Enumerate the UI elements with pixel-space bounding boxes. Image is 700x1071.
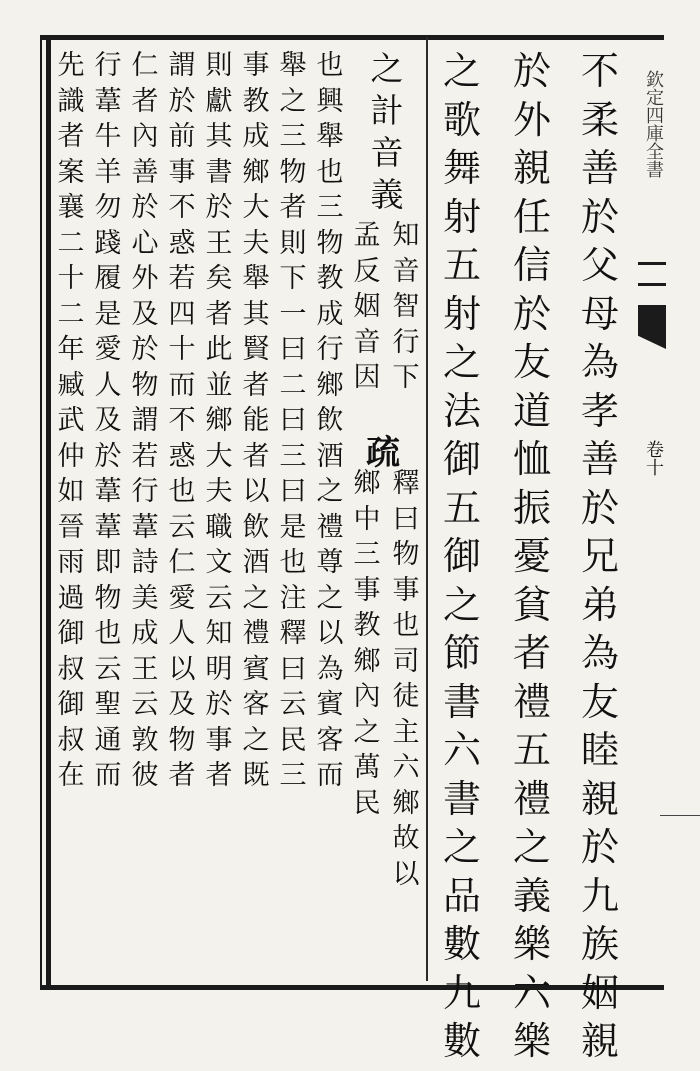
- text-column-3: [436, 49, 488, 1071]
- glyph: 王: [131, 653, 159, 685]
- glyph: 若: [168, 263, 196, 294]
- glyph: 臧: [57, 369, 85, 401]
- margin-band-title: [641, 70, 665, 178]
- glyph: 節: [442, 631, 481, 675]
- glyph: 襄: [57, 192, 85, 223]
- glyph: 飲: [242, 511, 270, 543]
- glyph: 者: [131, 85, 159, 117]
- glyph: 葦: [131, 511, 159, 543]
- glyph: 者: [242, 369, 270, 401]
- glyph: 三: [316, 192, 344, 223]
- glyph: 葦: [94, 511, 122, 543]
- glyph: 鄉: [242, 156, 270, 188]
- glyph: 五: [512, 728, 551, 772]
- glyph: 仁: [131, 50, 159, 81]
- glyph: 振: [512, 485, 551, 530]
- glyph: 於: [205, 689, 233, 720]
- glyph: 御: [442, 534, 481, 578]
- glyph: 酒: [316, 440, 344, 472]
- glyph: 物: [94, 582, 122, 614]
- glyph: 九: [442, 970, 481, 1015]
- glyph: 善: [580, 437, 619, 481]
- margin-band-text: 欽定四庫全書: [643, 70, 664, 178]
- glyph: 鄉: [205, 405, 233, 436]
- glyph: 善: [580, 146, 619, 190]
- glyph: 以: [168, 653, 196, 685]
- glyph: 射: [442, 194, 481, 239]
- glyph: 而: [94, 760, 122, 791]
- glyph: 六: [512, 970, 551, 1015]
- glyph: 夫: [205, 476, 233, 507]
- glyph: 之: [512, 825, 551, 869]
- glyph: 夫: [242, 227, 270, 259]
- glyph: 也: [316, 156, 344, 188]
- glyph: 民: [279, 724, 307, 756]
- glyph: 客: [242, 689, 270, 720]
- glyph: 如: [57, 476, 85, 507]
- glyph: 母: [580, 291, 619, 336]
- glyph: 不: [168, 192, 196, 223]
- glyph: 既: [242, 760, 270, 791]
- glyph: 友: [580, 679, 619, 724]
- glyph: 識: [57, 85, 85, 117]
- glyph: 也: [392, 610, 420, 641]
- glyph: 即: [94, 547, 122, 578]
- column-divider: [426, 37, 428, 981]
- glyph: 信: [512, 243, 551, 287]
- glyph: 矣: [205, 263, 233, 294]
- glyph: 義: [512, 873, 551, 918]
- glyph: 事: [392, 574, 420, 606]
- glyph: 獻: [205, 85, 233, 117]
- glyph: 者: [279, 192, 307, 223]
- text-column-2: [506, 49, 558, 1071]
- glyph: 也: [279, 547, 307, 578]
- text-column-11: [125, 52, 165, 798]
- glyph: 者: [242, 440, 270, 472]
- glyph: 行: [392, 326, 420, 358]
- glyph: 數: [442, 1019, 481, 1063]
- glyph: 則: [279, 227, 307, 259]
- glyph: 任: [512, 194, 551, 239]
- glyph: 並: [205, 369, 233, 401]
- glyph: 音: [392, 255, 420, 287]
- glyph: 賓: [316, 689, 344, 720]
- glyph: 曰: [279, 476, 307, 507]
- glyph: 三: [279, 121, 307, 152]
- glyph: 仁: [168, 547, 196, 578]
- glyph: 教: [353, 610, 381, 641]
- glyph: 曰: [279, 653, 307, 685]
- glyph: 不: [580, 49, 619, 93]
- glyph: 物: [392, 539, 420, 570]
- glyph: 三: [279, 760, 307, 791]
- glyph: 九: [580, 873, 619, 918]
- text-column-8: [236, 52, 276, 798]
- glyph: 於: [580, 194, 619, 239]
- glyph: 及: [168, 689, 196, 720]
- glyph: 於: [512, 291, 551, 336]
- glyph: 舉: [242, 263, 270, 294]
- glyph: 之: [316, 476, 344, 507]
- glyph: 謂: [168, 50, 196, 81]
- glyph: 先: [57, 50, 85, 81]
- glyph: 五: [442, 243, 481, 287]
- glyph: 尊: [316, 547, 344, 578]
- glyph: 下: [279, 263, 307, 294]
- glyph: 內: [353, 681, 381, 712]
- glyph: 知: [205, 618, 233, 649]
- glyph: 舞: [442, 146, 481, 190]
- glyph: 孝: [580, 388, 619, 433]
- glyph: 柔: [580, 97, 619, 142]
- glyph: 雨: [57, 547, 85, 578]
- glyph: 之: [442, 825, 481, 869]
- glyph: 明: [205, 653, 233, 685]
- glyph: 外: [512, 97, 551, 142]
- glyph: 前: [168, 121, 196, 152]
- glyph: 物: [131, 369, 159, 401]
- glyph: 舉: [279, 50, 307, 81]
- glyph: 一: [279, 298, 307, 330]
- glyph: 過: [57, 582, 85, 614]
- glyph: 計: [370, 91, 404, 130]
- glyph: 大: [242, 192, 270, 223]
- glyph: 者: [512, 631, 551, 675]
- glyph: 於: [131, 334, 159, 365]
- glyph: 事: [168, 156, 196, 188]
- glyph: 者: [205, 298, 233, 330]
- glyph: 書: [442, 776, 481, 821]
- glyph: 為: [580, 631, 619, 675]
- glyph: 禮: [512, 679, 551, 724]
- glyph: 姻: [353, 291, 381, 322]
- glyph: 物: [168, 724, 196, 756]
- glyph: 十: [57, 263, 85, 294]
- glyph: 愛: [168, 582, 196, 614]
- glyph: 行: [316, 334, 344, 365]
- glyph: 睦: [580, 728, 619, 772]
- glyph: 親: [580, 776, 619, 821]
- text-column-6: [310, 52, 350, 798]
- glyph: 舉: [316, 121, 344, 152]
- glyph: 歌: [442, 97, 481, 142]
- glyph: 惑: [168, 440, 196, 472]
- glyph: 牛: [94, 121, 122, 152]
- glyph: 也: [316, 50, 344, 81]
- glyph: 之: [316, 582, 344, 614]
- glyph: 葦: [94, 85, 122, 117]
- glyph: 人: [94, 369, 122, 401]
- glyph: 善: [131, 156, 159, 188]
- glyph: 外: [131, 263, 159, 294]
- glyph: 職: [205, 511, 233, 543]
- glyph: 晉: [57, 511, 85, 543]
- glyph: 案: [57, 156, 85, 188]
- glyph: 音: [353, 326, 381, 358]
- glyph: 美: [131, 582, 159, 614]
- glyph: 者: [57, 121, 85, 152]
- glyph: 禮: [242, 618, 270, 649]
- glyph: 不: [168, 405, 196, 436]
- glyph: 之: [442, 340, 481, 384]
- glyph: 大: [205, 440, 233, 472]
- glyph: 注: [279, 582, 307, 614]
- glyph: 音: [370, 133, 404, 172]
- glyph: 二: [279, 369, 307, 401]
- glyph: 憂: [512, 534, 551, 578]
- glyph: 年: [57, 334, 85, 365]
- glyph: 姻: [580, 970, 619, 1015]
- glyph: 物: [279, 156, 307, 188]
- glyph: 聖: [94, 689, 122, 720]
- glyph: 品: [442, 873, 481, 918]
- glyph: 為: [580, 340, 619, 384]
- glyph: 孟: [353, 220, 381, 251]
- text-column-1: [574, 49, 626, 1071]
- glyph: 主: [392, 716, 420, 748]
- glyph: 之: [353, 716, 381, 748]
- glyph: 之: [442, 582, 481, 627]
- glyph: 文: [205, 547, 233, 578]
- glyph: 四: [168, 298, 196, 330]
- glyph: 二: [57, 227, 85, 259]
- glyph: 弟: [580, 582, 619, 627]
- glyph: 書: [205, 156, 233, 188]
- glyph: 數: [442, 922, 481, 966]
- glyph: 樂: [512, 1019, 551, 1063]
- shu-sub-column-right: [386, 470, 426, 896]
- glyph: 禮: [512, 776, 551, 821]
- glyph: 知: [392, 220, 420, 251]
- glyph: 因: [353, 362, 381, 393]
- text-column-10: [162, 52, 202, 798]
- glyph: 事: [205, 724, 233, 756]
- glyph: 反: [353, 255, 381, 287]
- glyph: 及: [94, 405, 122, 436]
- glyph: 下: [392, 362, 420, 393]
- glyph: 親: [512, 146, 551, 190]
- glyph: 中: [353, 503, 381, 535]
- glyph: 鄉: [353, 645, 381, 677]
- glyph: 族: [580, 922, 619, 966]
- glyph: 射: [442, 291, 481, 336]
- edge-line: [660, 815, 700, 816]
- glyph: 釋: [279, 618, 307, 649]
- glyph: 在: [57, 760, 85, 791]
- glyph: 王: [205, 227, 233, 259]
- glyph: 御: [57, 618, 85, 649]
- glyph: 之: [370, 49, 404, 88]
- glyph: 於: [580, 485, 619, 530]
- glyph: 內: [131, 121, 159, 152]
- glyph: 興: [316, 85, 344, 117]
- glyph: 於: [94, 440, 122, 472]
- glyph: 鄉: [392, 787, 420, 819]
- juan-label-text: 卷十: [643, 440, 664, 476]
- glyph: 云: [94, 653, 122, 685]
- glyph: 父: [580, 243, 619, 287]
- glyph: 云: [279, 689, 307, 720]
- glyph: 鄉: [316, 369, 344, 401]
- glyph: 者: [168, 760, 196, 791]
- glyph: 云: [205, 582, 233, 614]
- glyph: 民: [353, 787, 381, 819]
- fish-head-ornament: [638, 262, 666, 286]
- glyph: 三: [279, 440, 307, 472]
- text-column-12: [88, 52, 128, 798]
- note-sub-column-right: [386, 222, 426, 400]
- glyph: 於: [580, 825, 619, 869]
- glyph: 之: [242, 582, 270, 614]
- glyph: 曰: [392, 503, 420, 535]
- glyph: 成: [242, 121, 270, 152]
- glyph: 六: [392, 752, 420, 783]
- glyph: 之: [242, 724, 270, 756]
- glyph: 法: [442, 388, 481, 433]
- glyph: 賢: [242, 334, 270, 365]
- glyph: 事: [242, 50, 270, 81]
- glyph: 成: [131, 618, 159, 649]
- glyph: 智: [392, 291, 420, 322]
- glyph: 教: [316, 263, 344, 294]
- glyph: 愛: [94, 334, 122, 365]
- glyph: 叔: [57, 724, 85, 756]
- glyph: 書: [442, 679, 481, 724]
- glyph: 踐: [94, 227, 122, 259]
- shu-sub-column-left: [347, 470, 387, 825]
- glyph: 葦: [94, 476, 122, 507]
- glyph: 通: [94, 724, 122, 756]
- glyph: 事: [353, 574, 381, 606]
- glyph: 謂: [131, 405, 159, 436]
- glyph: 御: [57, 689, 85, 720]
- glyph: 故: [392, 823, 420, 854]
- glyph: 是: [279, 511, 307, 543]
- glyph: 義: [370, 175, 404, 214]
- glyph: 鄉: [353, 468, 381, 499]
- glyph: 武: [57, 405, 85, 436]
- glyph: 貧: [512, 582, 551, 627]
- glyph: 於: [205, 192, 233, 223]
- glyph: 者: [205, 760, 233, 791]
- glyph: 兄: [580, 534, 619, 578]
- glyph: 敦: [131, 724, 159, 756]
- text-column-7: [273, 52, 313, 798]
- glyph: 禮: [316, 511, 344, 543]
- glyph: 勿: [94, 192, 122, 223]
- glyph: 親: [580, 1019, 619, 1063]
- glyph: 三: [353, 539, 381, 570]
- glyph: 成: [316, 298, 344, 330]
- glyph: 於: [512, 49, 551, 93]
- glyph: 羊: [94, 156, 122, 188]
- glyph: 惑: [168, 227, 196, 259]
- glyph: 也: [94, 618, 122, 649]
- glyph: 而: [168, 369, 196, 401]
- glyph: 二: [57, 298, 85, 330]
- glyph: 於: [168, 85, 196, 117]
- glyph: 及: [131, 298, 159, 330]
- note-heading-column: [367, 49, 407, 220]
- glyph: 則: [205, 50, 233, 81]
- glyph: 彼: [131, 760, 159, 791]
- glyph: 以: [316, 618, 344, 649]
- shu-marker: 疏: [366, 433, 400, 473]
- glyph: 物: [316, 227, 344, 259]
- glyph: 萬: [353, 752, 381, 783]
- glyph: 教: [242, 85, 270, 117]
- glyph: 詩: [131, 547, 159, 578]
- glyph: 曰: [279, 405, 307, 436]
- glyph: 行: [131, 476, 159, 507]
- glyph: 樂: [512, 922, 551, 966]
- glyph: 其: [205, 121, 233, 152]
- glyph: 之: [279, 85, 307, 117]
- glyph: 是: [94, 298, 122, 330]
- glyph: 云: [131, 689, 159, 720]
- glyph: 履: [94, 263, 122, 294]
- glyph: 十: [168, 334, 196, 365]
- glyph: 而: [316, 760, 344, 791]
- glyph: 也: [168, 476, 196, 507]
- glyph: 於: [131, 192, 159, 223]
- glyph: 叔: [57, 653, 85, 685]
- text-column-13: [51, 52, 91, 798]
- glyph: 之: [442, 49, 481, 93]
- glyph: 云: [168, 511, 196, 543]
- glyph: 客: [316, 724, 344, 756]
- glyph: 司: [392, 645, 420, 677]
- glyph: 仲: [57, 440, 85, 472]
- glyph: 飲: [316, 405, 344, 436]
- glyph: 為: [316, 653, 344, 685]
- glyph: 能: [242, 405, 270, 436]
- glyph: 人: [168, 618, 196, 649]
- glyph: 道: [512, 388, 551, 433]
- glyph: 六: [442, 728, 481, 772]
- glyph: 御: [442, 437, 481, 481]
- juan-label: [642, 440, 664, 476]
- glyph: 恤: [512, 437, 551, 481]
- glyph: 若: [131, 440, 159, 472]
- glyph: 心: [131, 227, 159, 259]
- note-sub-column-left: [347, 222, 387, 400]
- glyph: 曰: [279, 334, 307, 365]
- glyph: 友: [512, 340, 551, 384]
- glyph: 徒: [392, 681, 420, 712]
- text-column-9: [199, 52, 239, 798]
- glyph: 以: [392, 858, 420, 890]
- glyph: 五: [442, 485, 481, 530]
- glyph: 其: [242, 298, 270, 330]
- glyph: 釋: [392, 468, 420, 499]
- glyph: 賓: [242, 653, 270, 685]
- glyph: 此: [205, 334, 233, 365]
- glyph: 以: [242, 476, 270, 507]
- glyph: 酒: [242, 547, 270, 578]
- glyph: 行: [94, 50, 122, 81]
